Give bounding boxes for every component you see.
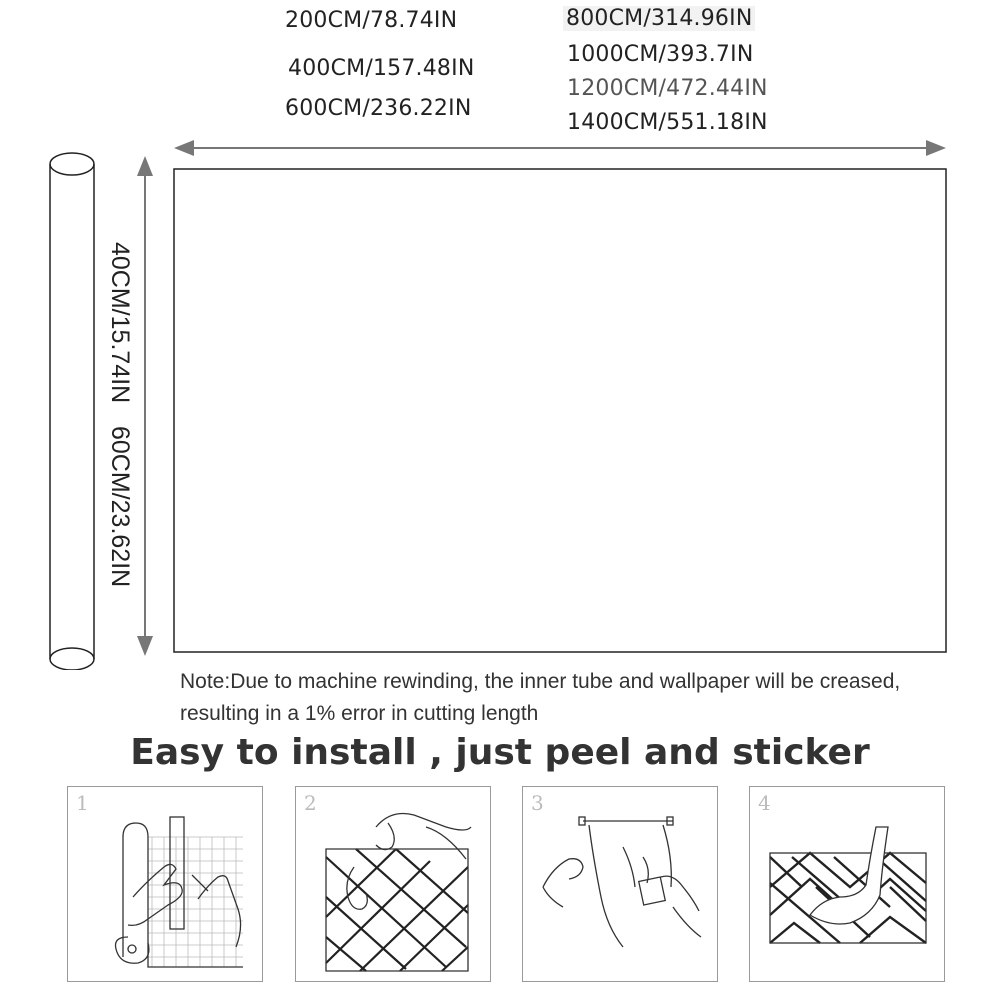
note-line-2: resulting in a 1% error in cutting length: [180, 702, 539, 725]
install-step-4: [749, 786, 945, 982]
step-number: 1: [76, 791, 89, 815]
install-step-1: [67, 786, 263, 982]
install-step-3: [522, 786, 718, 982]
measure-and-cut-icon: [68, 787, 264, 983]
smooth-wallpaper-icon: [750, 787, 946, 983]
step-number: 2: [304, 791, 317, 815]
length-option-400cm: 400CM/157.48IN: [288, 56, 475, 81]
wallpaper-roll-icon: [50, 153, 94, 670]
step-number: 4: [758, 791, 771, 815]
width-arrow: [137, 156, 153, 656]
length-option-1000cm: 1000CM/393.7IN: [567, 42, 754, 67]
length-option-800cm: 800CM/314.96IN: [563, 6, 755, 31]
length-option-600cm: 600CM/236.22IN: [285, 96, 472, 121]
width-option-40cm: 40CM/15.74IN: [106, 242, 134, 404]
install-step-2: [295, 786, 491, 982]
peel-backing-icon: [296, 787, 492, 983]
apply-to-wall-icon: [523, 787, 719, 983]
length-arrow: [174, 140, 946, 156]
length-option-1400cm: 1400CM/551.18IN: [567, 110, 768, 135]
wallpaper-sheet: [174, 169, 946, 652]
length-option-1200cm: 1200CM/472.44IN: [567, 76, 768, 101]
length-option-200cm: 200CM/78.74IN: [285, 8, 458, 33]
install-headline: Easy to install , just peel and sticker: [130, 732, 870, 773]
width-option-60cm: 60CM/23.62IN: [106, 426, 134, 588]
step-number: 3: [531, 791, 544, 815]
note-line-1: Note:Due to machine rewinding, the inner tube and wallpaper will be creased,: [180, 670, 901, 693]
